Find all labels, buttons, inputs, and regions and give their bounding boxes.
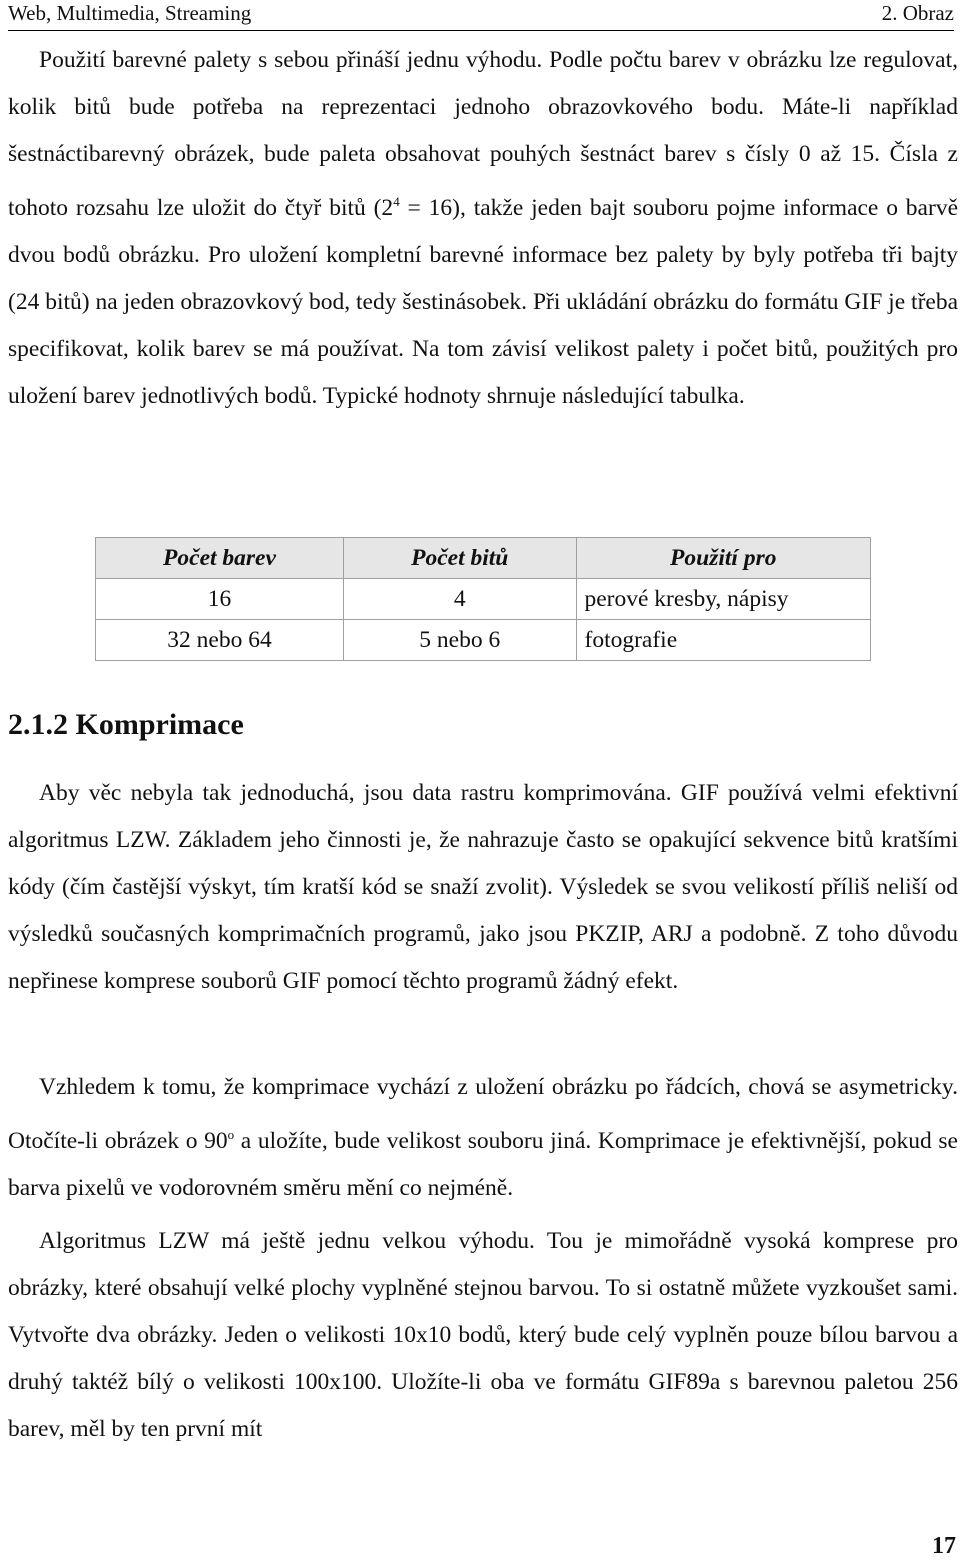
section-title: 2.1.2 Komprimace [8,708,244,741]
color-bits-table [95,537,871,661]
table-cell: fotografie [576,620,871,661]
table-header-row [96,538,871,579]
paragraph-asymmetry-part1: Vzhledem k tomu, že komprimace vychází z uložení obrázku po řádcích, chová se asymetricky. Otočíte-li obrázek o 90 [8,1074,958,1154]
table-row [96,620,871,661]
superscript-4: 4 [393,194,400,209]
table-cell: perové kresby, nápisy [576,579,871,620]
table-cell: 4 [344,579,577,620]
paragraph-compression: Aby věc nebyla tak jednoduchá, jsou data rastru komprimována. GIF používá velmi efektivní algoritmus LZW. Základem jeho činnosti je, že nahrazuje často se opakující sekvence bitů kratšími kódy (čím častější výskyt, tím kratší kód se snaží zvolit). Výsledek se svou velikostí příliš neliší od výsledků současných komprimačních programů, jako jsou PKZIP, ARJ a podobně. Z toho důvodu nepřinese komprese souborů GIF pomocí těchto programů žádný efekt. [8,780,958,994]
header-chapter: 2. Obraz [881,1,954,25]
page-number: 17 [932,1533,956,1559]
table-header-usage: Použití pro [576,538,871,579]
paragraph-palette [8,37,958,420]
table-header-colors: Počet barev [96,538,344,579]
paragraph-asymmetry-part2: a uložíte, bude velikost souboru jiná. Komprimace je efektivnější, pokud se barva pixelů ve vodorovném směru mění co nejméně. [8,1127,958,1201]
table-header-bits: Počet bitů [344,538,577,579]
superscript-degree: o [227,1127,235,1142]
table-cell: 32 nebo 64 [96,620,344,661]
page-header [8,0,954,31]
header-title: Web, Multimedia, Streaming [8,1,252,25]
table-cell: 5 nebo 6 [344,620,577,661]
paragraph-palette-part1: Použití barevné palety s sebou přináší jednu výhodu. Podle počtu barev v obrázku lze regulovat, kolik bitů bude potřeba na reprezentaci jednoho obrazovkového bodu. Máte-li například šestnáctibarevný obrázek, bude paleta obsahovat pouhých šestnáct barev s čísly 0 až 15. Čísla z tohoto rozsahu lze uložit do čtyř bitů (2 [8,47,958,221]
table-row [96,579,871,620]
paragraph-asymmetry [8,1064,958,1212]
paragraph-lzw-advantage: Algoritmus LZW má ještě jednu velkou výhodu. Tou je mimořádně vysoká komprese pro obrázky, které obsahují velké plochy vyplněné stejnou barvou. To si ostatně můžete vyzkoušet sami. Vytvořte dva obrázky. Jeden o velikosti 10x10 bodů, který bude celý vyplněn pouze bílou barvou a druhý taktéž bílý o velikosti 100x100. Uložíte-li oba ve formátu GIF89a s barevnou paletou 256 barev, měl by ten první mít [8,1228,958,1442]
paragraph-palette-part2: = 16), takže jeden bajt souboru pojme informace o barvě dvou bodů obrázku. Pro uložení kompletní barevné informace bez palety by byly potřeba tři bajty (24 bitů) na jeden obrazovkový bod, tedy šestinásobek. Při ukládání obrázku do formátu GIF je třeba specifikovat, kolik barev se má používat. Na tom závisí velikost palety i počet bitů, použitých pro uložení barev jednotlivých bodů. Typické hodnoty shrnuje následující tabulka. [8,194,958,409]
table-cell: 16 [96,579,344,620]
